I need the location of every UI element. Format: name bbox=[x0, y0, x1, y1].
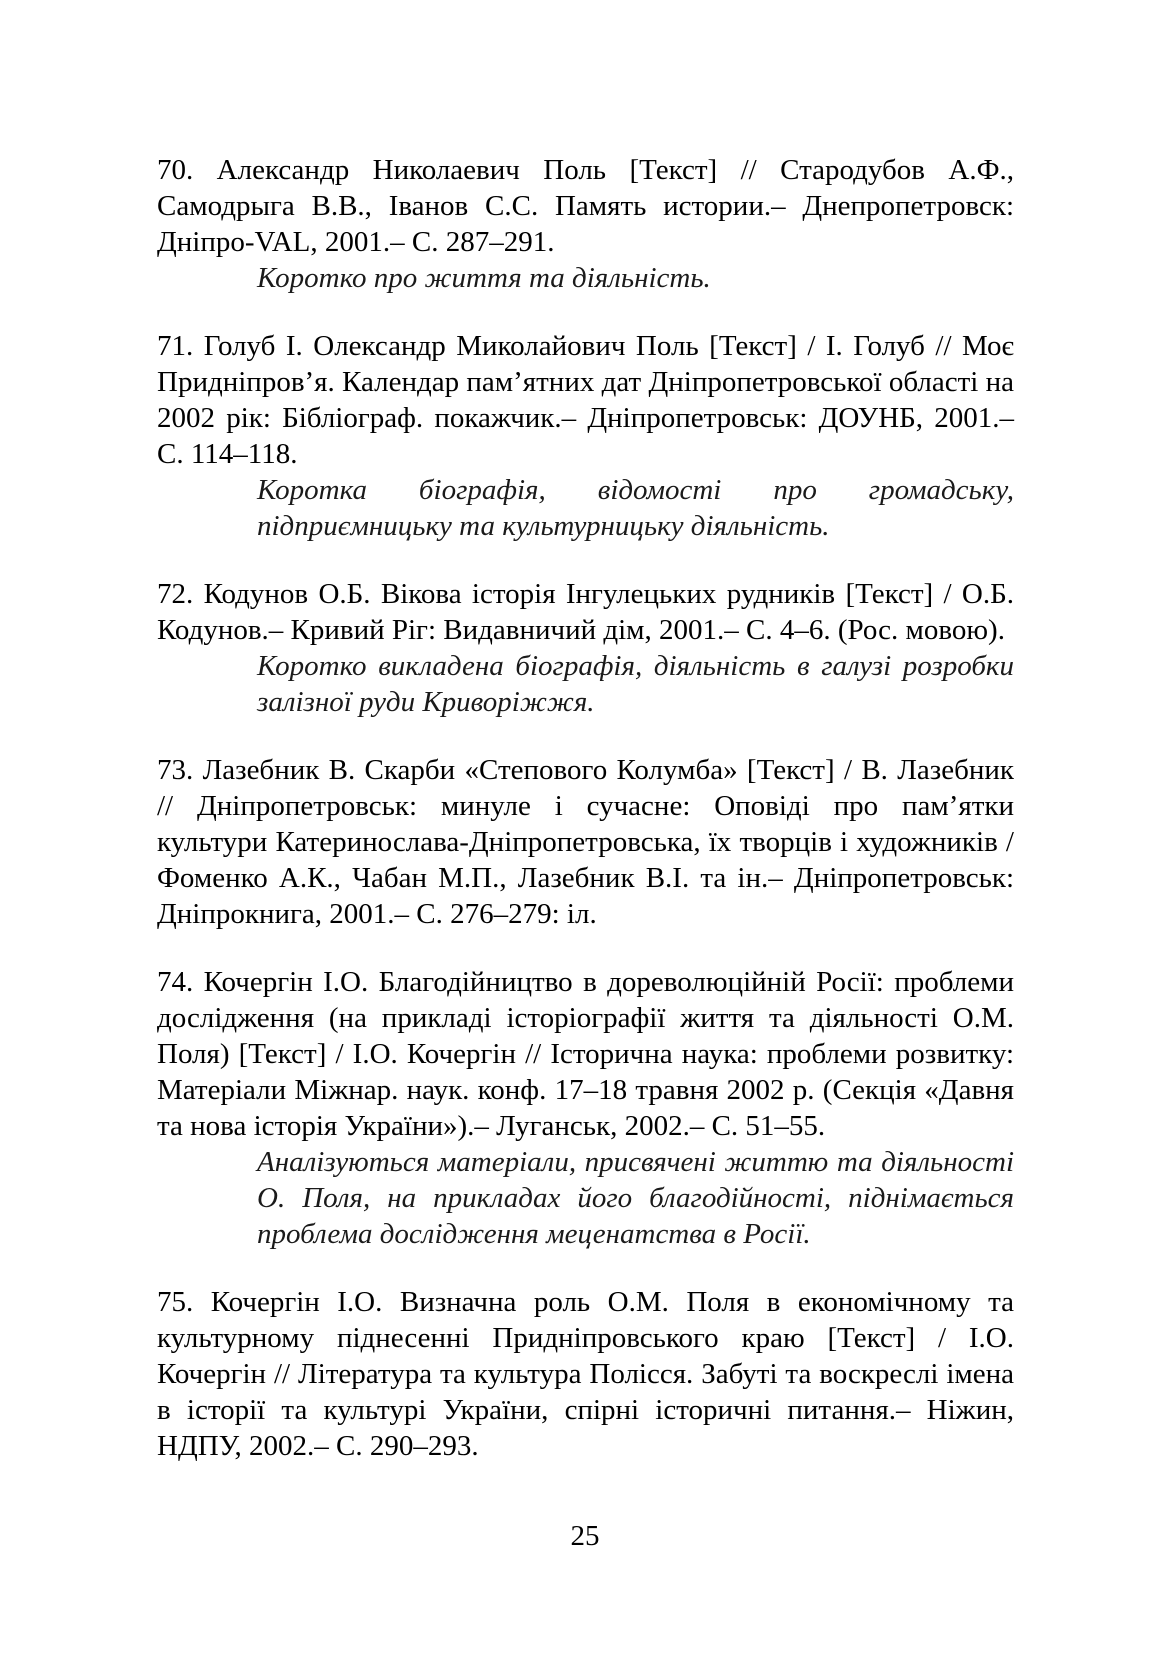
entry-citation: 71. Голуб І. Олександр Миколайович Поль [Текст] / І. Голуб // Моє Придніпров’я. Календар пам’ятних дат Дніпропетровської області на 2002 рік: Бібліограф. покажчик.– Дніпропетровськ: ДОУНБ, 2001.– С. 114–118. bbox=[157, 330, 1014, 470]
entry-annotation: Коротко про життя та діяльність. bbox=[257, 262, 711, 294]
bibliography-entry bbox=[157, 752, 1014, 932]
bibliography-list bbox=[157, 152, 1014, 1496]
entry-citation: 75. Кочергін І.О. Визначна роль О.М. Поля в економічному та культурному піднесенні Придніпровського краю [Текст] / І.О. Кочергін // Література та культура Полісся. Забуті та воскреслі імена в історії та культурі України, спірні історичні питання.– Ніжин, НДПУ, 2002.– С. 290–293. bbox=[157, 1286, 1014, 1462]
entry-citation: 73. Лазебник В. Скарби «Степового Колумба» [Текст] / В. Лазебник // Дніпропетровськ: минуле і сучасне: Оповіді про пам’ятки культури Катеринослава-Дніпропетровська, їх творців і художників / Фоменко А.К., Чабан М.П., Лазебник В.І. та ін.– Дніпропетровськ: Дніпрокнига, 2001.– С. 276–279: іл. bbox=[157, 754, 1014, 930]
bibliography-entry bbox=[157, 1284, 1014, 1464]
entry-annotation: Коротка біографія, відомості про громадську, підприємницьку та культурницьку діяльність. bbox=[257, 474, 1014, 542]
entry-annotation: Коротко викладена біографія, діяльність в галузі розробки залізної руди Криворіжжя. bbox=[257, 650, 1014, 718]
page-number: 25 bbox=[570, 1520, 600, 1552]
bibliography-entry bbox=[157, 576, 1014, 720]
entry-citation: 70. Александр Николаевич Поль [Текст] // Стародубов А.Ф., Самодрыга В.В., Іванов С.С. Память истории.– Днепропетровск: Дніпро-VAL, 2001.– С. 287–291. bbox=[157, 154, 1014, 258]
bibliography-entry bbox=[157, 152, 1014, 296]
bibliography-entry bbox=[157, 964, 1014, 1252]
entry-citation: 72. Кодунов О.Б. Вікова історія Інгулецьких рудників [Текст] / О.Б. Кодунов.– Кривий Ріг: Видавничий дім, 2001.– С. 4–6. (Рос. мовою). bbox=[157, 578, 1014, 646]
entry-citation: 74. Кочергін І.О. Благодійництво в дореволюційній Росії: проблеми дослідження (на прикладі історіографії життя та діяльності О.М. Поля) [Текст] / І.О. Кочергін // Історична наука: проблеми розвитку: Матеріали Міжнар. наук. конф. 17–18 травня 2002 р. (Секція «Давня та нова історія України»).– Луганськ, 2002.– С. 51–55. bbox=[157, 966, 1014, 1142]
entry-annotation: Аналізуються матеріали, присвячені життю та діяльності О. Поля, на прикладах його благодійності, піднімається проблема дослідження меценатства в Росії. bbox=[257, 1146, 1014, 1250]
bibliography-entry bbox=[157, 328, 1014, 544]
